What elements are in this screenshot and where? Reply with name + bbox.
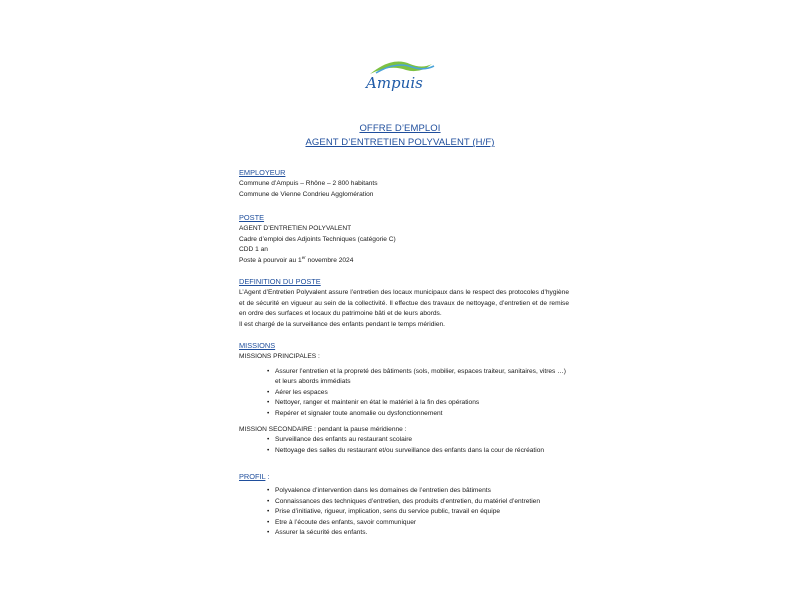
list-item: • Nettoyage des salles du restaurant et/ou surveillance des enfants dans la cour de récréation — [267, 446, 569, 457]
employeur-line: Commune d’Ampuis – Rhône – 2 800 habitants — [239, 180, 378, 187]
list-item: • Assurer la sécurité des enfants. — [267, 528, 569, 539]
profil-list — [239, 486, 569, 539]
job-title: AGENT D’ENTRETIEN POLYVALENT (H/F) — [305, 137, 495, 148]
poste-heading: POSTE — [239, 213, 265, 222]
profil-heading-suffix: : — [265, 472, 270, 481]
section-definition — [239, 276, 569, 330]
list-item: • Aérer les espaces — [267, 388, 569, 399]
profil-heading: PROFIL — [239, 472, 266, 481]
ampuis-logo — [362, 52, 438, 98]
profil-heading-row — [239, 471, 569, 482]
missions-heading: MISSIONS — [239, 341, 276, 350]
section-profil — [239, 471, 569, 539]
list-item: • Repérer et signaler toute anomalie ou dysfonctionnement — [267, 409, 569, 420]
start-suffix: novembre 2024 — [305, 256, 354, 264]
poste-line: AGENT D’ENTRETIEN POLYVALENT — [239, 225, 352, 232]
list-item: • Prise d’initiative, rigueur, implication, sens du service public, travail en équipe — [267, 507, 569, 518]
start-sup: er — [301, 254, 306, 260]
list-item: • Connaissances des techniques d’entretien, des produits d’entretien, du matériel d’entretien — [267, 497, 569, 508]
missions-principal-list — [239, 367, 569, 420]
list-item: • Etre à l’écoute des enfants, savoir communiquer — [267, 518, 569, 529]
definition-paragraph: L’Agent d’Entretien Polyvalent assure l’entretien des locaux municipaux dans le respect des protocoles d’hygiène et de sécurité en vigueur au sein de la collectivité. Il effectue des travaux de nettoyage, d’entretien et de remise en ordre des surfaces et locaux du patrimoine bâti et de leurs abords. — [239, 289, 569, 318]
section-missions — [239, 340, 569, 456]
start-prefix: Poste à pourvoir au 1 — [239, 256, 302, 264]
missions-secondary-label: MISSION SECONDAIRE : pendant la pause méridienne : — [239, 425, 407, 433]
list-item: • Assurer l’entretien et la propreté des bâtiments (sols, mobilier, espaces traiteur, sanitaires, vitres …) et leurs abords immédiats — [267, 367, 569, 388]
definition-paragraph: Il est chargé de la surveillance des enfants pendant le temps méridien. — [239, 320, 445, 328]
section-employeur — [239, 167, 569, 200]
list-item: • Surveillance des enfants au restaurant scolaire — [267, 435, 569, 446]
employeur-line: Commune de Vienne Condrieu Agglomération — [239, 190, 374, 198]
poste-line: Cadre d’emploi des Adjoints Techniques (catégorie C) — [239, 235, 396, 243]
missions-secondary-list — [239, 435, 569, 456]
poste-start-date — [239, 256, 569, 267]
employeur-heading: EMPLOYEUR — [239, 168, 286, 177]
section-poste — [239, 212, 569, 266]
list-item: • Polyvalence d’intervention dans les domaines de l’entretien des bâtiments — [267, 486, 569, 497]
offer-title: OFFRE D’EMPLOI — [359, 123, 441, 134]
logo-green-hill — [370, 62, 432, 74]
missions-principal-label: MISSIONS PRINCIPALES : — [239, 353, 320, 360]
list-item: • Nettoyer, ranger et maintenir en état le matériel à la fin des opérations — [267, 398, 569, 409]
logo-text: Ampuis — [366, 74, 423, 92]
definition-heading: DEFINITION DU POSTE — [239, 277, 321, 286]
poste-line: CDD 1 an — [239, 246, 268, 254]
